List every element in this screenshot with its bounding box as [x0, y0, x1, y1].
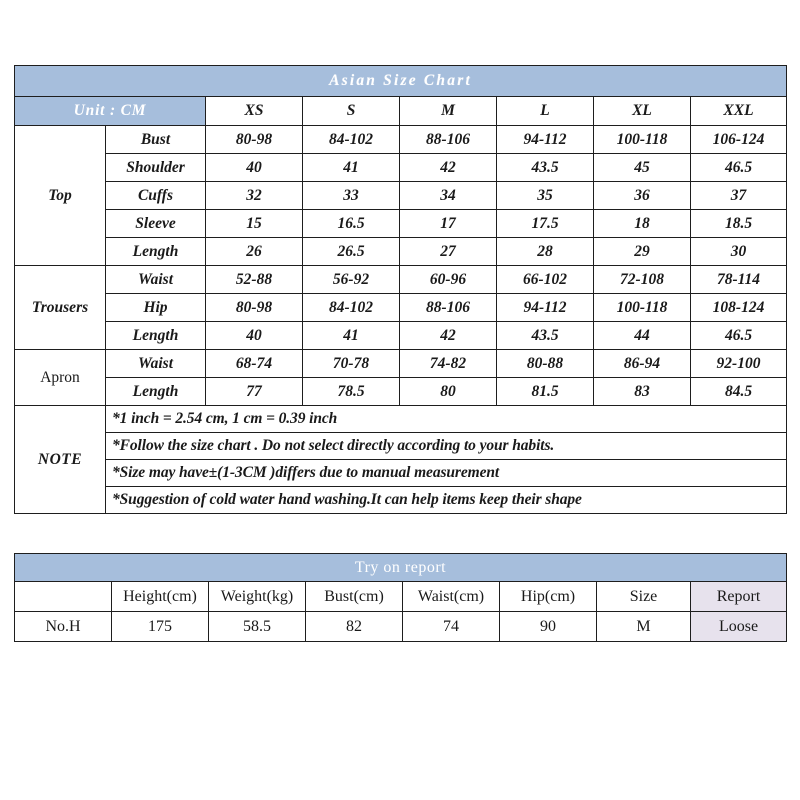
measure-value: 100-118	[594, 126, 691, 154]
table-row	[15, 612, 787, 642]
size-col-xl: XL	[594, 97, 691, 126]
measure-value: 18.5	[691, 210, 787, 238]
measure-label: Cuffs	[106, 182, 206, 210]
size-col-l: L	[497, 97, 594, 126]
measure-value: 18	[594, 210, 691, 238]
table-row	[15, 322, 787, 350]
category-apron: Apron	[15, 350, 106, 406]
measure-value: 36	[594, 182, 691, 210]
measure-label: Bust	[106, 126, 206, 154]
note-line: *Suggestion of cold water hand washing.It can help items keep their shape	[106, 487, 787, 514]
measure-value: 77	[206, 378, 303, 406]
measure-value: 46.5	[691, 322, 787, 350]
measure-value: 108-124	[691, 294, 787, 322]
note-label: NOTE	[15, 406, 106, 514]
note-line: *Size may have±(1-3CM )differs due to manual measurement	[106, 460, 787, 487]
table-row	[15, 126, 787, 154]
table-row	[15, 238, 787, 266]
measure-value: 94-112	[497, 126, 594, 154]
measure-value: 35	[497, 182, 594, 210]
report-header-hip: Hip(cm)	[500, 582, 597, 612]
measure-value: 68-74	[206, 350, 303, 378]
measure-value: 92-100	[691, 350, 787, 378]
table-row	[15, 182, 787, 210]
measure-value: 88-106	[400, 126, 497, 154]
measure-value: 43.5	[497, 322, 594, 350]
size-col-s: S	[303, 97, 400, 126]
chart-title-row	[15, 66, 787, 97]
note-line: *1 inch = 2.54 cm, 1 cm = 0.39 inch	[106, 406, 787, 433]
measure-label: Length	[106, 378, 206, 406]
unit-label: Unit : CM	[15, 97, 206, 126]
measure-value: 17.5	[497, 210, 594, 238]
note-line: *Follow the size chart . Do not select directly according to your habits.	[106, 433, 787, 460]
measure-value: 43.5	[497, 154, 594, 182]
measure-value: 28	[497, 238, 594, 266]
measure-value: 78.5	[303, 378, 400, 406]
measure-value: 45	[594, 154, 691, 182]
measure-value: 72-108	[594, 266, 691, 294]
size-header-row	[15, 97, 787, 126]
category-top: Top	[15, 126, 106, 266]
note-row	[15, 487, 787, 514]
measure-value: 26	[206, 238, 303, 266]
measure-value: 29	[594, 238, 691, 266]
measure-value: 42	[400, 154, 497, 182]
measure-label: Waist	[106, 266, 206, 294]
measure-value: 60-96	[400, 266, 497, 294]
measure-value: 80-98	[206, 294, 303, 322]
measure-value: 44	[594, 322, 691, 350]
report-header-height: Height(cm)	[112, 582, 209, 612]
measure-value: 80	[400, 378, 497, 406]
measure-value: 84-102	[303, 126, 400, 154]
measure-value: 16.5	[303, 210, 400, 238]
report-cell-report: Loose	[691, 612, 787, 642]
report-header-size: Size	[597, 582, 691, 612]
measure-value: 83	[594, 378, 691, 406]
measure-value: 42	[400, 322, 497, 350]
measure-value: 81.5	[497, 378, 594, 406]
report-cell-hip: 90	[500, 612, 597, 642]
note-row	[15, 460, 787, 487]
measure-value: 88-106	[400, 294, 497, 322]
report-cell-bust: 82	[306, 612, 403, 642]
measure-value: 34	[400, 182, 497, 210]
measure-label: Shoulder	[106, 154, 206, 182]
measure-value: 40	[206, 322, 303, 350]
measure-label: Hip	[106, 294, 206, 322]
measure-value: 74-82	[400, 350, 497, 378]
report-header-weight: Weight(kg)	[209, 582, 306, 612]
measure-value: 40	[206, 154, 303, 182]
report-title: Try on report	[15, 554, 787, 582]
measure-value: 86-94	[594, 350, 691, 378]
size-col-xxl: XXL	[691, 97, 787, 126]
chart-title: Asian Size Chart	[15, 66, 787, 97]
measure-value: 32	[206, 182, 303, 210]
table-row	[15, 154, 787, 182]
measure-value: 56-92	[303, 266, 400, 294]
measure-value: 17	[400, 210, 497, 238]
measure-value: 80-98	[206, 126, 303, 154]
table-row	[15, 266, 787, 294]
measure-value: 52-88	[206, 266, 303, 294]
size-col-xs: XS	[206, 97, 303, 126]
try-on-report-table	[14, 553, 787, 642]
measure-value: 33	[303, 182, 400, 210]
report-cell-waist: 74	[403, 612, 500, 642]
report-header-row	[15, 582, 787, 612]
measure-value: 41	[303, 322, 400, 350]
table-row	[15, 294, 787, 322]
report-cell-model: No.H	[15, 612, 112, 642]
measure-value: 41	[303, 154, 400, 182]
measure-value: 30	[691, 238, 787, 266]
table-row	[15, 378, 787, 406]
measure-value: 26.5	[303, 238, 400, 266]
measure-value: 80-88	[497, 350, 594, 378]
measure-label: Length	[106, 322, 206, 350]
report-cell-weight: 58.5	[209, 612, 306, 642]
report-header-blank	[15, 582, 112, 612]
measure-value: 84-102	[303, 294, 400, 322]
report-cell-height: 175	[112, 612, 209, 642]
measure-value: 37	[691, 182, 787, 210]
report-title-row	[15, 554, 787, 582]
measure-value: 94-112	[497, 294, 594, 322]
size-col-m: M	[400, 97, 497, 126]
measure-label: Sleeve	[106, 210, 206, 238]
table-row	[15, 350, 787, 378]
measure-value: 46.5	[691, 154, 787, 182]
report-cell-size: M	[597, 612, 691, 642]
report-header-report: Report	[691, 582, 787, 612]
measure-value: 78-114	[691, 266, 787, 294]
table-row	[15, 210, 787, 238]
measure-value: 84.5	[691, 378, 787, 406]
measure-value: 27	[400, 238, 497, 266]
measure-value: 100-118	[594, 294, 691, 322]
asian-size-chart-table	[14, 65, 787, 514]
measure-label: Length	[106, 238, 206, 266]
category-trousers: Trousers	[15, 266, 106, 350]
measure-value: 66-102	[497, 266, 594, 294]
measure-value: 15	[206, 210, 303, 238]
note-row	[15, 433, 787, 460]
note-row	[15, 406, 787, 433]
report-header-bust: Bust(cm)	[306, 582, 403, 612]
report-header-waist: Waist(cm)	[403, 582, 500, 612]
measure-label: Waist	[106, 350, 206, 378]
measure-value: 106-124	[691, 126, 787, 154]
measure-value: 70-78	[303, 350, 400, 378]
